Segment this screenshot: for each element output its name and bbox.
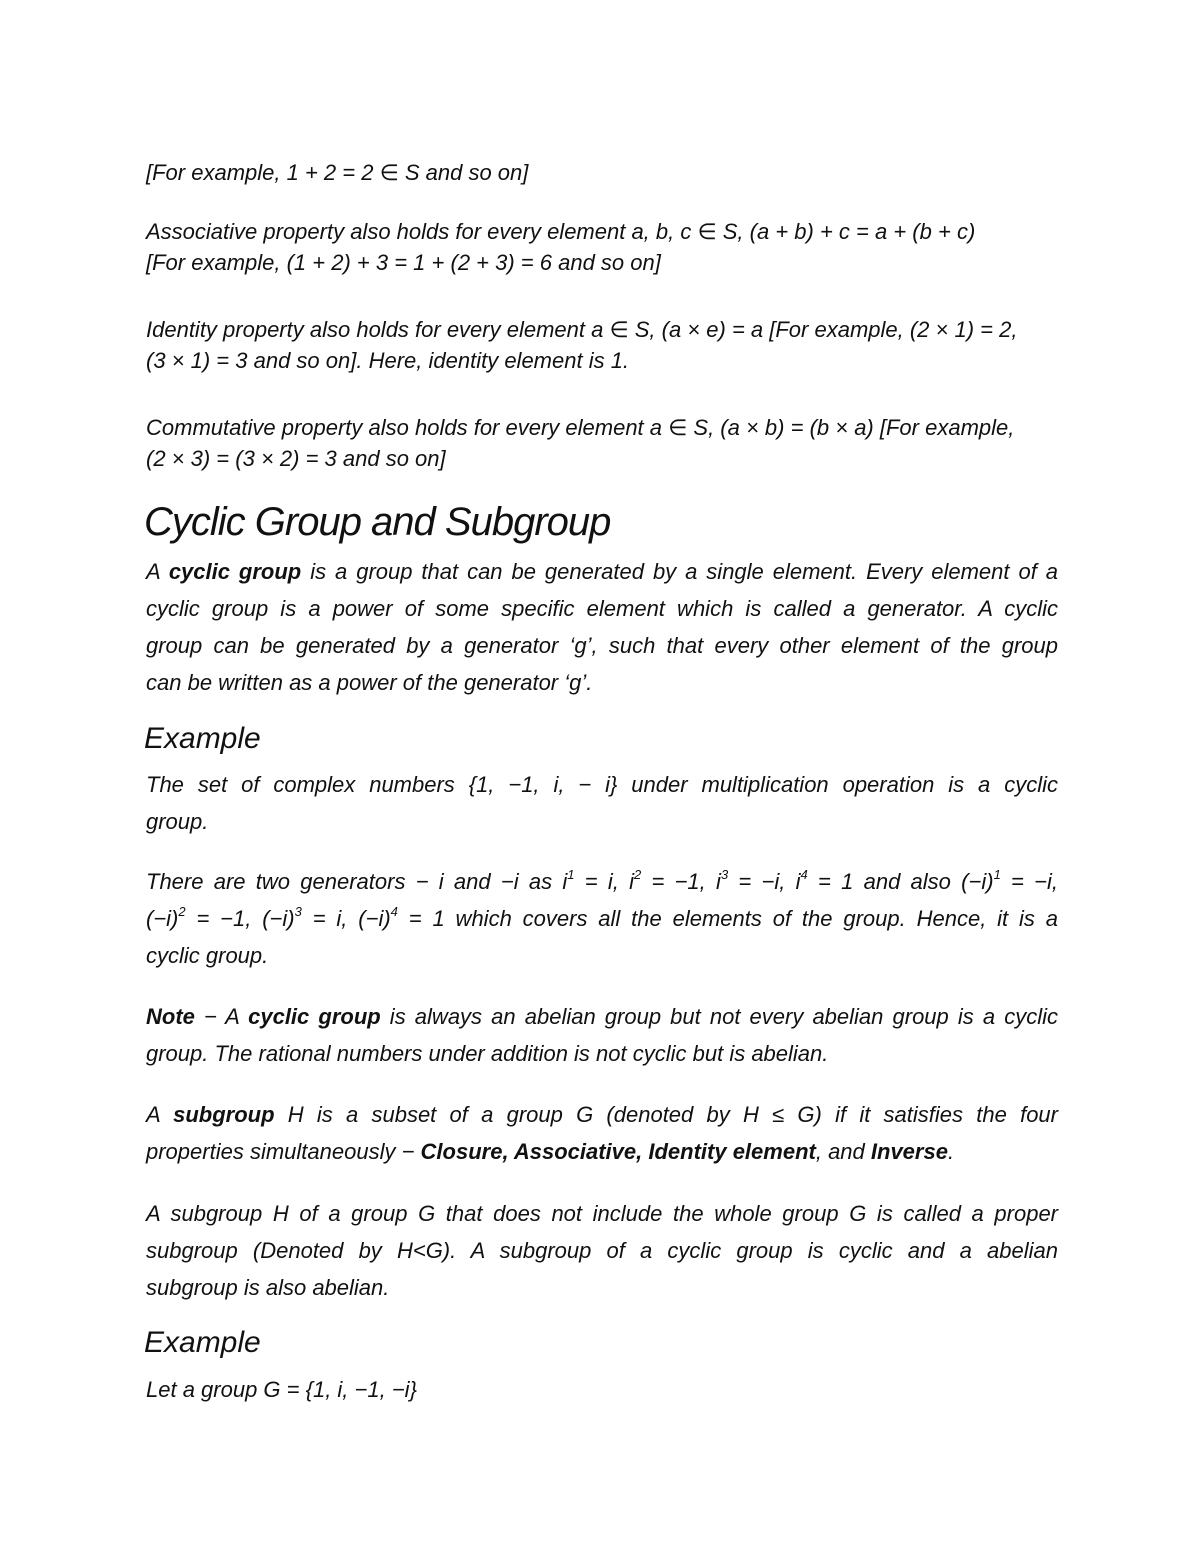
text-run: A xyxy=(146,559,169,584)
superscript: 2 xyxy=(634,867,642,882)
superscript: 4 xyxy=(800,867,808,882)
text-line xyxy=(146,863,1058,900)
text-run: = −1, (−i) xyxy=(185,906,295,931)
text-run: = −1, i xyxy=(641,869,721,894)
bold-term-note: Note xyxy=(146,1004,195,1029)
text-run: H is a subset of a group G (denoted by H ≤ G) if it satisfies the four xyxy=(274,1102,1058,1127)
text-line xyxy=(146,900,1058,937)
superscript: 4 xyxy=(390,904,398,919)
paragraph-group-g xyxy=(146,1374,1058,1405)
paragraph-associative-property xyxy=(146,216,1058,278)
text-line: subgroup (Denoted by H<G). A subgroup of a cyclic group is cyclic and a abelian xyxy=(146,1238,1058,1263)
text-run: There are two generators − i and −i as i xyxy=(146,869,568,894)
text-run: = −i, i xyxy=(728,869,801,894)
text-line: Let a group G = {1, i, −1, −i} xyxy=(146,1377,417,1402)
text-run: = i, (−i) xyxy=(301,906,391,931)
paragraph-commutative-property xyxy=(146,412,1058,474)
text-line: A subgroup H of a group G that does not include the whole group G is called a proper xyxy=(146,1201,1058,1226)
superscript: 3 xyxy=(294,904,302,919)
paragraph-subgroup-definition xyxy=(146,1096,1058,1170)
paragraph-proper-subgroup xyxy=(146,1195,1058,1306)
text-run: (−i) xyxy=(146,906,179,931)
paragraph-complex-numbers-example xyxy=(146,766,1058,840)
paragraph-note xyxy=(146,998,1058,1072)
text-run: is a group that can be generated by a single element. Every element of a xyxy=(301,559,1058,584)
text-line xyxy=(146,1096,1058,1133)
bold-terms-properties: Closure, Associative, Identity element xyxy=(420,1139,816,1164)
bold-term-cyclic-group: cyclic group xyxy=(248,1004,381,1029)
text-line: cyclic group. xyxy=(146,943,269,968)
text-line: [For example, (1 + 2) + 3 = 1 + (2 + 3) = 6 and so on] xyxy=(146,250,661,275)
paragraph-closure-example xyxy=(146,157,1058,188)
text-run: , and xyxy=(815,1139,871,1164)
text-line xyxy=(146,553,1058,590)
text-run: = 1 and also (−i) xyxy=(807,869,994,894)
paragraph-identity-property xyxy=(146,314,1058,376)
text-run: = i, i xyxy=(574,869,634,894)
text-run: . xyxy=(947,1139,955,1164)
superscript: 1 xyxy=(993,867,1001,882)
paragraph-cyclic-group-definition xyxy=(146,553,1058,701)
text-line: cyclic group is a power of some specific element which is called a generator. A cyclic xyxy=(146,596,1058,621)
text-run: is always an abelian group but not every abelian group is a cyclic xyxy=(380,1004,1058,1029)
heading-example: Example xyxy=(144,1326,261,1359)
text-line: group. xyxy=(146,809,209,834)
text-line: subgroup is also abelian. xyxy=(146,1275,390,1300)
bold-term-subgroup: subgroup xyxy=(173,1102,275,1127)
heading-example: Example xyxy=(144,722,261,755)
text-run: A xyxy=(146,1102,174,1127)
text-line: [For example, 1 + 2 = 2 ∈ S and so on] xyxy=(146,160,529,185)
text-run: = 1 which covers all the elements of the group. Hence, it is a xyxy=(397,906,1058,931)
bold-term-cyclic-group: cyclic group xyxy=(168,559,302,584)
text-run: − A xyxy=(194,1004,249,1029)
paragraph-generators xyxy=(146,863,1058,974)
text-line: Identity property also holds for every element a ∈ S, (a × e) = a [For example, (2 × 1) = 2, xyxy=(146,317,1018,342)
text-line: Commutative property also holds for every element a ∈ S, (a × b) = (b × a) [For example, xyxy=(146,415,1015,440)
superscript: 3 xyxy=(720,867,729,882)
text-line xyxy=(146,1133,1058,1170)
superscript: 2 xyxy=(178,904,186,919)
text-line: group. The rational numbers under addition is not cyclic but is abelian. xyxy=(146,1041,829,1066)
text-line: Associative property also holds for every element a, b, c ∈ S, (a + b) + c = a + (b + c) xyxy=(146,219,976,244)
text-run: = −i, xyxy=(1000,869,1058,894)
text-line: (2 × 3) = (3 × 2) = 3 and so on] xyxy=(146,446,446,471)
text-line: The set of complex numbers {1, −1, i, − i} under multiplication operation is a cyclic xyxy=(146,772,1058,797)
heading-cyclic-group-and-subgroup: Cyclic Group and Subgroup xyxy=(144,500,611,544)
text-run: properties simultaneously − xyxy=(146,1139,421,1164)
superscript: 1 xyxy=(567,867,575,882)
text-line: group can be generated by a generator ‘g’, such that every other element of the group xyxy=(146,633,1058,658)
text-line: can be written as a power of the generator ‘g’. xyxy=(146,670,593,695)
bold-term-inverse: Inverse xyxy=(870,1139,948,1164)
text-line xyxy=(146,998,1058,1035)
text-line: (3 × 1) = 3 and so on]. Here, identity element is 1. xyxy=(146,348,630,373)
